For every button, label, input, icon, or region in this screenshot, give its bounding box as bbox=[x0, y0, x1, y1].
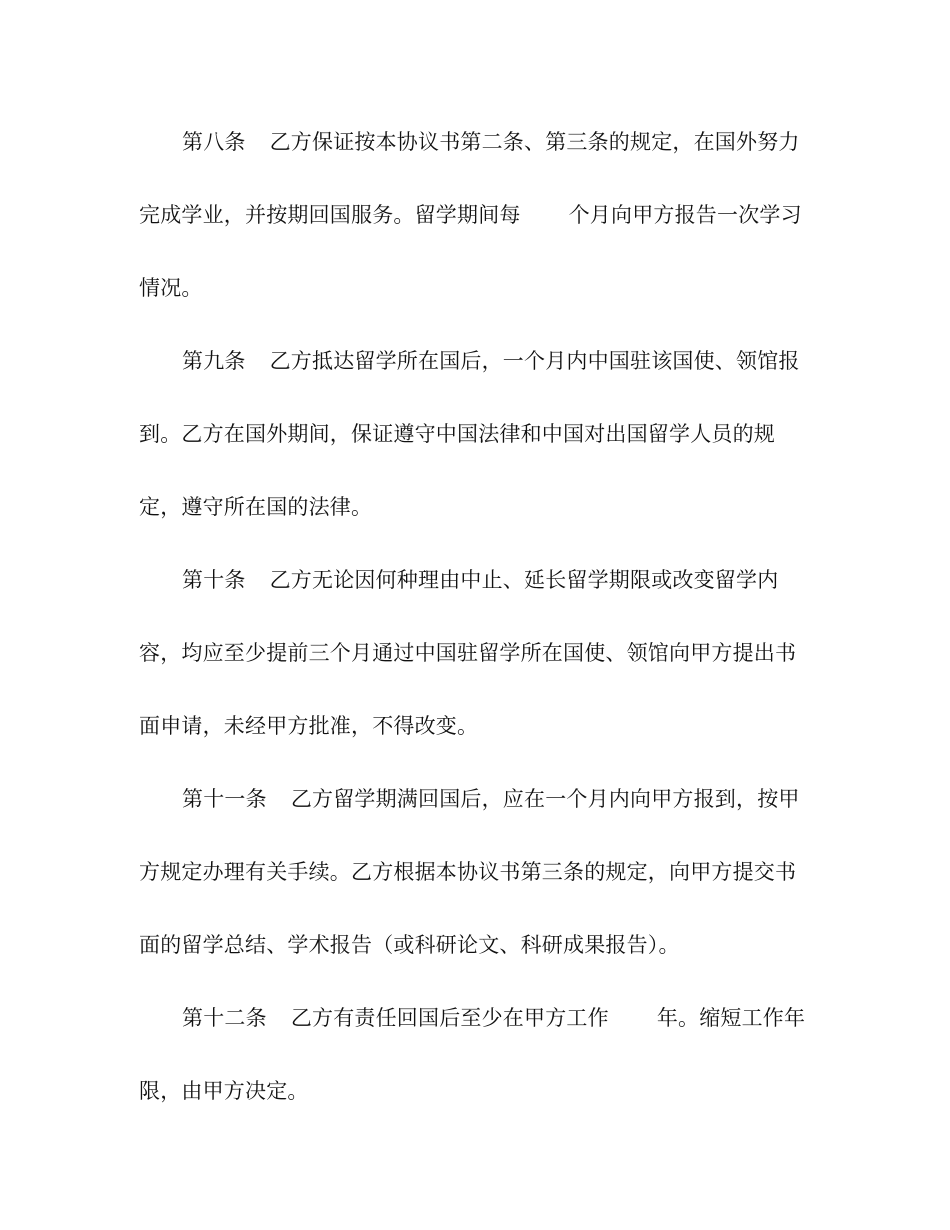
article-10-number: 第十条 bbox=[182, 568, 246, 592]
article-8-line-3 bbox=[139, 274, 829, 302]
article-10-text-3: 面申请，未经甲方批准，不得改变。 bbox=[139, 714, 479, 738]
article-12-line-2 bbox=[139, 1077, 829, 1105]
article-8-text-2b: 个月向甲方报告一次学习 bbox=[568, 203, 802, 227]
article-9-line-2 bbox=[139, 420, 829, 448]
article-9-line-3 bbox=[139, 493, 829, 521]
article-11-number: 第十一条 bbox=[182, 787, 267, 811]
article-8-line-2 bbox=[139, 201, 829, 229]
article-12-text-1b: 年。缩短工作年 bbox=[656, 1006, 806, 1030]
article-9-text-1: 乙方抵达留学所在国后，一个月内中国驻该国使、领馆报 bbox=[269, 349, 800, 373]
article-12-number: 第十二条 bbox=[182, 1006, 267, 1030]
article-9-line-1 bbox=[182, 347, 872, 375]
article-10-line-1 bbox=[182, 566, 872, 594]
article-11-text-1: 乙方留学期满回国后，应在一个月内向甲方报到，按甲 bbox=[290, 787, 800, 811]
article-10-line-3 bbox=[139, 712, 829, 740]
article-10-text-2: 容，均应至少提前三个月通过中国驻留学所在国使、领馆向甲方提出书 bbox=[139, 641, 797, 665]
article-9-text-3: 定，遵守所在国的法律。 bbox=[139, 495, 373, 519]
article-8-text-2a: 完成学业，并按期回国服务。留学期间每 bbox=[139, 203, 521, 227]
article-12-text-2: 限，由甲方决定。 bbox=[139, 1079, 309, 1103]
article-10-line-2 bbox=[139, 639, 829, 667]
article-11-line-3 bbox=[139, 931, 829, 959]
article-8-line-1 bbox=[182, 128, 872, 156]
article-9-number: 第九条 bbox=[182, 349, 246, 373]
article-11-line-1 bbox=[182, 785, 872, 813]
article-12-line-1 bbox=[182, 1004, 872, 1032]
article-11-text-3: 面的留学总结、学术报告（或科研论文、科研成果报告）。 bbox=[139, 933, 680, 957]
article-10-text-1: 乙方无论因何种理由中止、延长留学期限或改变留学内 bbox=[269, 568, 779, 592]
article-9-text-2: 到。乙方在国外期间，保证遵守中国法律和中国对出国留学人员的规 bbox=[139, 422, 775, 446]
article-8-text-1: 乙方保证按本协议书第二条、第三条的规定，在国外努力 bbox=[269, 130, 800, 154]
article-8-text-3: 情况。 bbox=[139, 276, 203, 300]
article-12-text-1a: 乙方有责任回国后至少在甲方工作 bbox=[290, 1006, 609, 1030]
article-11-text-2: 方规定办理有关手续。乙方根据本协议书第三条的规定，向甲方提交书 bbox=[139, 860, 797, 884]
article-11-line-2 bbox=[139, 858, 829, 886]
article-8-number: 第八条 bbox=[182, 130, 246, 154]
